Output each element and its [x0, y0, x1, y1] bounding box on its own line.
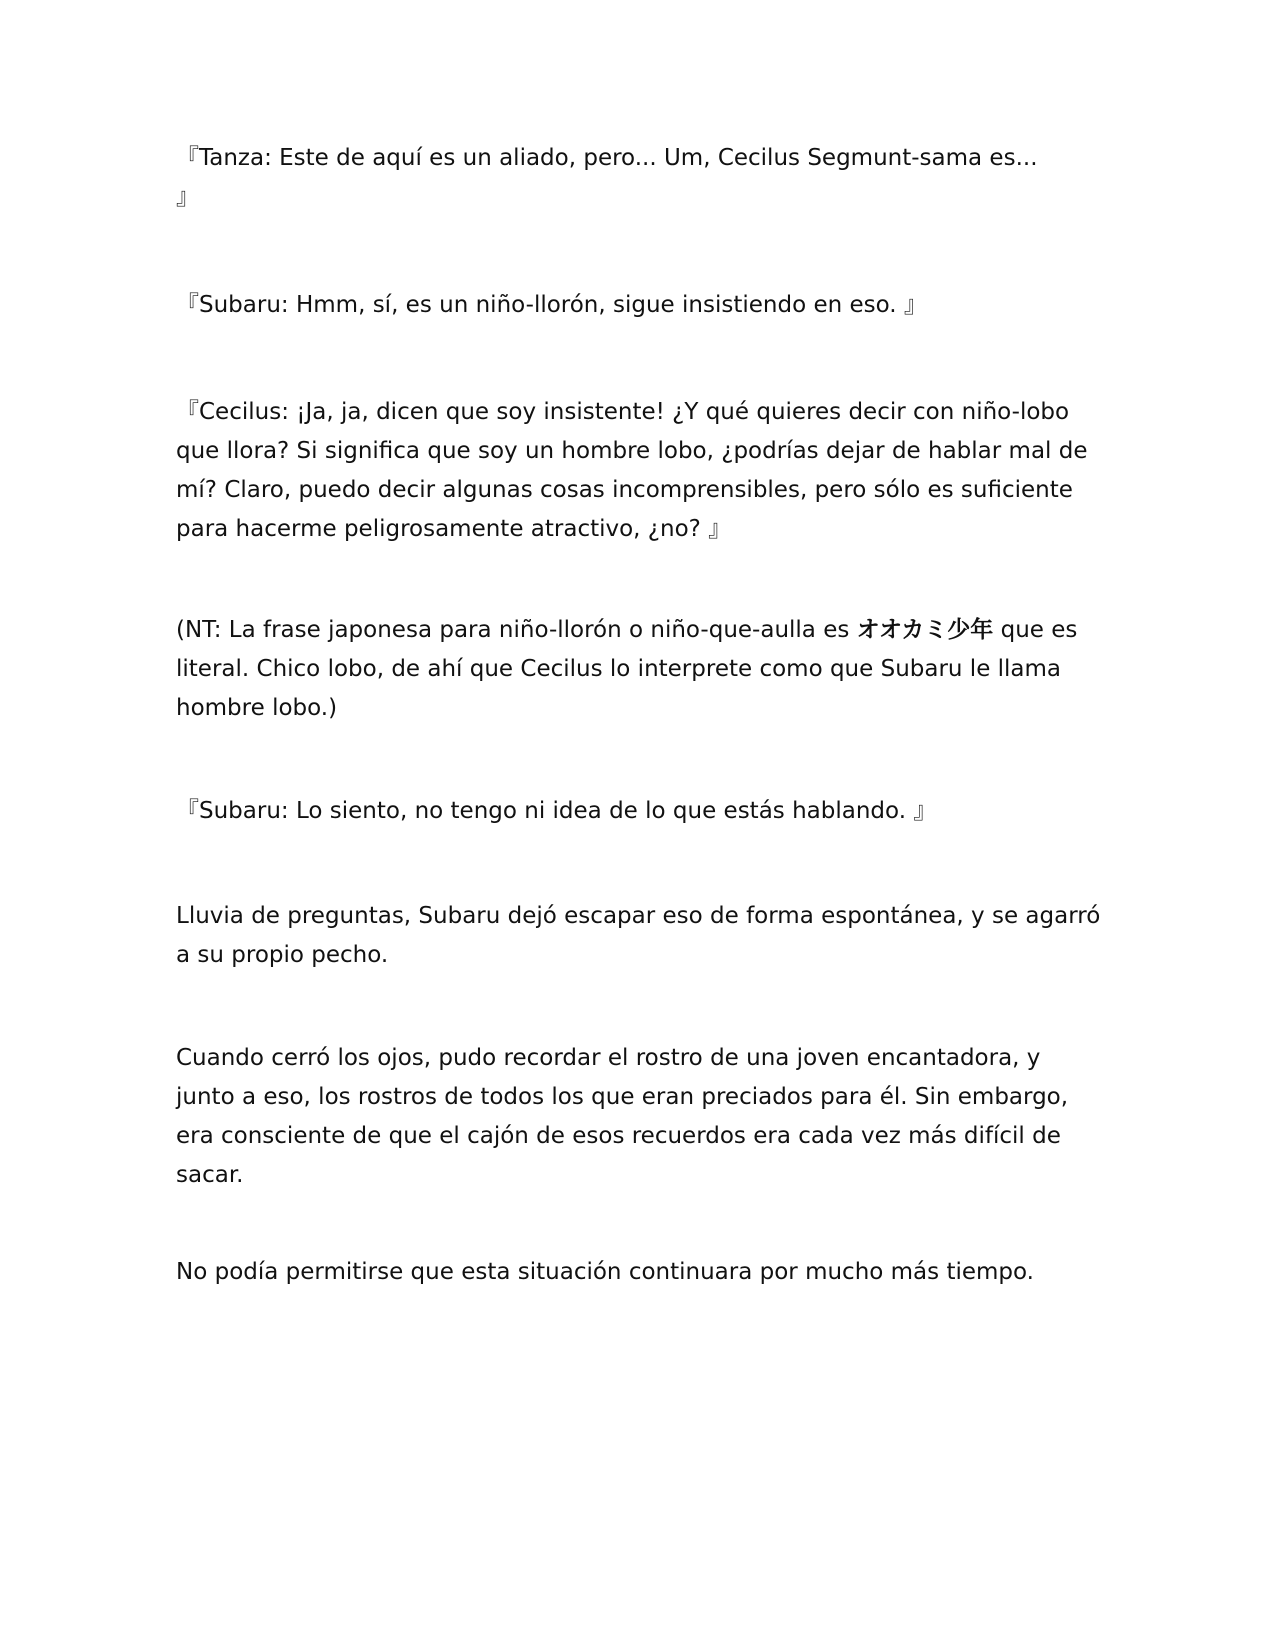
translator-note-text-before: (NT: La frase japonesa para niño-llorón o niño-que-aulla es	[176, 617, 857, 643]
paragraph-subaru-dialogue-2: 『Subaru: Lo siento, no tengo ni idea de lo que estás hablando. 』	[176, 798, 937, 824]
paragraph-tanza-dialogue: 『Tanza: Este de aquí es un aliado, pero... Um, Cecilus Segmunt-sama es... 』	[176, 145, 1038, 210]
paragraph-subaru-dialogue-1: 『Subaru: Hmm, sí, es un niño-llorón, sigue insistiendo en eso. 』	[176, 292, 927, 318]
paragraph-translator-note	[176, 611, 1106, 728]
paragraph-narration-memories: Cuando cerró los ojos, pudo recordar el rostro de una joven encantadora, y junto a eso, los rostros de todos los que eran preciados para él. Sin embargo, era consciente de que el cajón de esos recuerdos era cada vez más difícil de sacar.	[176, 1045, 1069, 1188]
translator-note-text-after: que es literal. Chico lobo, de ahí que Cecilus lo interprete como que Subaru le llama hombre lobo.)	[176, 617, 1078, 721]
paragraph-narration-questions: Lluvia de preguntas, Subaru dejó escapar eso de forma espontánea, y se agarró a su propio pecho.	[176, 903, 1101, 968]
translator-note-japanese-phrase: オオカミ少年	[856, 617, 994, 643]
paragraph-cecilus-dialogue: 『Cecilus: ¡Ja, ja, dicen que soy insistente! ¿Y qué quieres decir con niño-lobo que llora? Si significa que soy un hombre lobo, ¿podrías dejar de hablar mal de mí? Claro, puedo decir algunas cosas incomprensibles, pero sólo es suficiente para hacerme peligrosamente atractivo, ¿no? 』	[176, 399, 1088, 542]
paragraph-narration-closing: No podía permitirse que esta situación continuara por mucho más tiempo.	[176, 1259, 1034, 1285]
